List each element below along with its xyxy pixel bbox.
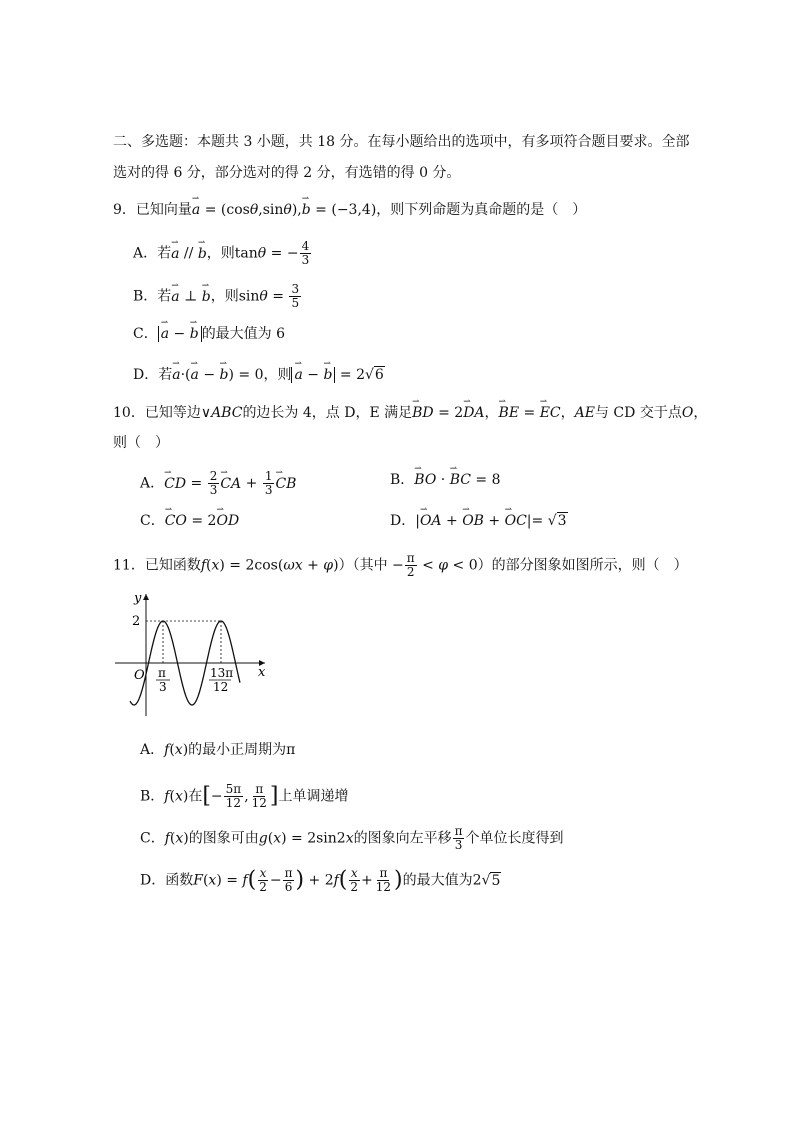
- q10-option-c: C．⇀ CO = 2⇀ OD: [140, 511, 239, 531]
- origin-label: O: [134, 668, 145, 683]
- q11-option-a: A．f(x)的最小正周期为π: [140, 742, 296, 758]
- q10-option-d: D．|⇀ OA + ⇀ OB + ⇀ OC|= √3: [390, 511, 568, 531]
- q11-option-d: D．函数F(x) = f( $\frac{x}{2}$ − $\frac{\pi}{6}$ ) + 2f( $\frac{x}{2}$ + $\frac{\pi}{12}$ )的最大值为2√5: [140, 866, 501, 894]
- q9-option-a: A．若⇀ a // ⇀ b，则tanθ = − $\frac{4}{3}$: [133, 240, 312, 267]
- q11-option-c: C．f(x)的图象可由g(x) = 2sin2x的图象向左平移 $\frac{\pi}{3}$ 个单位长度得到: [140, 824, 564, 852]
- q10-stem-line1: 10．已知等边∨ABC的边长为 4，点 D，E 满足⇀ BD = 2⇀ DA，⇀ BE = ⇀ EC，AE与 CD 交于点O，: [113, 403, 707, 423]
- tick2-den: 12: [213, 680, 229, 694]
- y-axis-label: y: [134, 591, 142, 606]
- q9-stem: 9．已知向量⇀ a = (cosθ,sinθ),⇀ b = (−3,4)，则下列命题为真命题的是（ ）: [113, 200, 586, 220]
- q9-option-c: C．⇀ a − ⇀ b 的最大值为 6: [133, 324, 285, 344]
- q11-option-b: B．f(x)在[− $\frac{5\pi}{12}$ , $\frac{\pi}{12}$ ]上单调递增: [140, 782, 349, 810]
- q11-stem: 11．已知函数f(x) = 2cos(ωx + φ)）（其中 − $\frac{\pi}{2}$ < φ < 0）的部分图象如图所示，则（ ）: [113, 551, 688, 579]
- tick2-num: 13π: [210, 666, 234, 680]
- section-header-line1: 二、多选题：本题共 3 小题，共 18 分。在每小题给出的选项中，有多项符合题目要求。全部: [113, 134, 690, 150]
- function-graph: [110, 588, 275, 718]
- x-axis-label: x: [258, 665, 266, 680]
- tick1-num: π: [158, 666, 166, 680]
- q9-option-b: B．若⇀ a ⊥ ⇀ b，则sinθ = $\frac{3}{5}$: [133, 283, 302, 310]
- q10-stem-line2: 则（ ）: [113, 435, 169, 451]
- section-header-line2: 选对的得 6 分，部分选对的得 2 分，有选错的得 0 分。: [113, 165, 461, 181]
- y-tick-2: 2: [132, 614, 141, 629]
- q10-option-b: B．⇀ BO · ⇀ BC = 8: [390, 470, 501, 490]
- q10-option-a: A．⇀ CD = $\frac{2}{3}$ ⇀ CA + $\frac{1}{3}$ ⇀ CB: [140, 470, 296, 497]
- tick1-den: 3: [159, 680, 167, 694]
- q9-option-d: D．若⇀ a·(⇀ a − ⇀ b) = 0，则⇀ a − ⇀ b = 2√6: [133, 365, 385, 385]
